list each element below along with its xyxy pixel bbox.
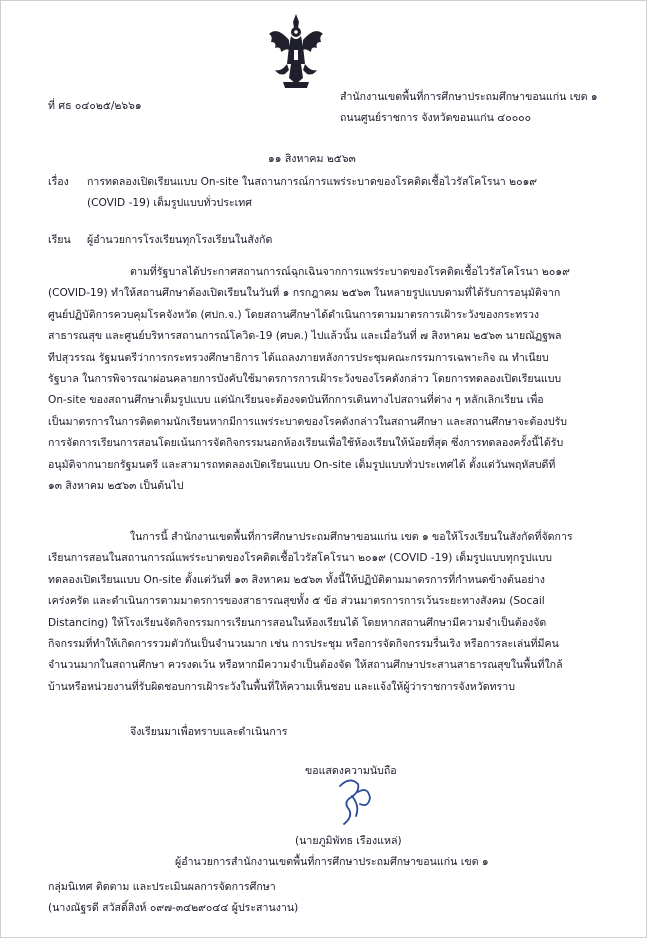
- signatory-name: (นายภูมิพัทธ เรืองแหล่): [295, 835, 402, 847]
- signatory-position: ผู้อำนวยการสำนักงานเขตพื้นที่การศึกษาประถมศึกษาขอนแก่น เขต ๑: [175, 856, 489, 868]
- footer-contact: (นางณัฐรดี สวัสดิ์สิงห์ ๐๙๗-๓๔๒๙๐๔๔ ผู้ประสานงาน): [48, 902, 299, 914]
- paragraph-1: [48, 262, 608, 497]
- paragraph-line: ตามที่รัฐบาลได้ประกาศสถานการณ์ฉุกเฉินจากการแพร่ระบาดของโรคติดเชื้อไวรัสโคโรนา ๒๐๑๙: [130, 266, 570, 278]
- paragraph-line: กิจกรรมที่ทำให้เกิดการรวมตัวกันเป็นจำนวนมาก เช่น การประชุม หรือการจัดกิจกรรมรื่นเริง หรือการละเล่นที่มีคน: [48, 638, 559, 651]
- paragraph-line: (COVID-19) ทำให้สถานศึกษาต้องเปิดเรียนในวันที่ ๑ กรกฎาคม ๒๕๖๓ ในหลายรูปแบบตามที่ได้รับการอนุมัติจาก: [48, 287, 561, 300]
- paragraph-line: On-site ของสถานศึกษาเต็มรูปแบบ แต่นักเรียนจะต้องจดบันทึกการเดินทางไปสถานที่ต่าง ๆ หลักเลิกเรียน เพื่อ: [48, 394, 544, 407]
- paragraph-line: จำนวนมากในสถานศึกษา ควรงดเว้น หรือหากมีความจำเป็นต้องจัด ให้สถานศึกษาประสานสาธารณสุขในพื้นที่ใกล้: [48, 659, 563, 672]
- garuda-emblem-icon: [265, 12, 327, 92]
- paragraph-2: [48, 527, 608, 698]
- document-number: ที่ ศธ ๐๔๐๒๕/๒๖๖๑: [48, 100, 142, 112]
- recipient-text: ผู้อำนวยการโรงเรียนทุกโรงเรียนในสังกัด: [87, 234, 273, 246]
- paragraph-line: ๑๓ สิงหาคม ๒๕๖๓ เป็นต้นไป: [48, 480, 184, 493]
- footer-division: กลุ่มนิเทศ ติดตาม และประเมินผลการจัดการศึกษา: [48, 881, 276, 893]
- handwritten-signature-icon: [330, 776, 374, 828]
- closing-request: จึงเรียนมาเพื่อทราบและดำเนินการ: [130, 726, 288, 738]
- paragraph-line: เคร่งครัด และดำเนินการตามมาตรการของสาธารณสุขทั้ง ๕ ข้อ ส่วนมาตรการการเว้นระยะทางสังคม (Socail: [48, 595, 545, 608]
- document-date: ๑๑ สิงหาคม ๒๕๖๓: [268, 153, 356, 165]
- paragraph-line: ในการนี้ สำนักงานเขตพื้นที่การศึกษาประถมศึกษาขอนแก่น เขต ๑ ขอให้โรงเรียนในสังกัดที่จัดการ: [130, 531, 573, 543]
- paragraph-line: เป็นมาตรการในการติดตามนักเรียนหากมีการแพร่ระบาดของโรคดังกล่าวในสถานศึกษา และสถานศึกษาจะต้องปรับ: [48, 415, 568, 428]
- paragraph-line: Distancing) ให้โรงเรียนจัดกิจกรรมการเรียนการสอนในห้องเรียนได้ โดยหากสถานศึกษามีความจำเป็นต้องจัด: [48, 616, 547, 629]
- paragraph-line: เรียนการสอนในสถานการณ์แพร่ระบาดของโรคติดเชื้อไวรัสโคโรนา ๒๐๑๙ (COVID -19) เต็มรูปแบบทุกรูปแบบ: [48, 552, 552, 565]
- closing-salutation: ขอแสดงความนับถือ: [305, 765, 397, 777]
- paragraph-line: บ้านหรือหน่วยงานที่รับผิดชอบการเฝ้าระวังในพื้นที่ให้ความเห็นชอบ และแจ้งให้ผู้ว่าราชการจังหวัดทราบ: [48, 680, 515, 693]
- recipient-label: เรียน: [48, 234, 71, 246]
- office-name: สำนักงานเขตพื้นที่การศึกษาประถมศึกษาขอนแก่น เขต ๑: [340, 91, 598, 103]
- subject-line-2: (COVID -19) เต็มรูปแบบทั่วประเทศ: [87, 197, 252, 209]
- subject-line-1: การทดลองเปิดเรียนแบบ On-site ในสถานการณ์การแพร่ระบาดของโรคติดเชื้อไวรัสโคโรนา ๒๐๑๙: [87, 176, 538, 188]
- paragraph-line: รัฐบาล ในการพิจารณาผ่อนคลายการบังคับใช้มาตรการการเฝ้าระวังของโรคดังกล่าว โดยการทดลองเปิดเรียนแบบ: [48, 373, 562, 386]
- subject-label: เรื่อง: [48, 176, 69, 188]
- paragraph-line: ทดลองเปิดเรียนแบบ On-site ตั้งแต่วันที่ ๑๓ สิงหาคม ๒๕๖๓ ทั้งนี้ให้ปฏิบัติตามมาตรการที่กำหนดข้างต้นอย่าง: [48, 573, 545, 586]
- paragraph-line: การจัดการเรียนการสอนโดยเน้นการจัดกิจกรรมนอกห้องเรียนเพื่อใช้ห้องเรียนให้น้อยที่สุด ซึ่งการทดลองครั้งนี้ได้รับ: [48, 437, 564, 450]
- office-address: ถนนศูนย์ราชการ จังหวัดขอนแก่น ๔๐๐๐๐: [340, 112, 532, 124]
- paragraph-line: อนุมัติจากนายกรัฐมนตรี และสามารถทดลองเปิดเรียนแบบ On-site เต็มรูปแบบทั่วประเทศได้ ตั้งแต่วันพฤหัสบดีที่: [48, 458, 556, 471]
- paragraph-line: ทีปสุวรรณ รัฐมนตรีว่าการกระทรวงศึกษาธิการ ได้แถลงภายหลังการประชุมคณะกรรมการเฉพาะกิจ ณ ทำเนียบ: [48, 351, 549, 364]
- paragraph-line: ศูนย์ปฏิบัติการควบคุมโรคจังหวัด (ศปก.จ.) โดยสถานศึกษาได้ดำเนินการตามมาตรการเฝ้าระวังของกระทรวง: [48, 308, 540, 321]
- paragraph-line: สาธารณสุข และศูนย์บริหารสถานการณ์โควิด-19 (ศบค.) ไปแล้วนั้น และเมื่อวันที่ ๗ สิงหาคม ๒๕๖๓ นายณัฏฐพล: [48, 330, 562, 343]
